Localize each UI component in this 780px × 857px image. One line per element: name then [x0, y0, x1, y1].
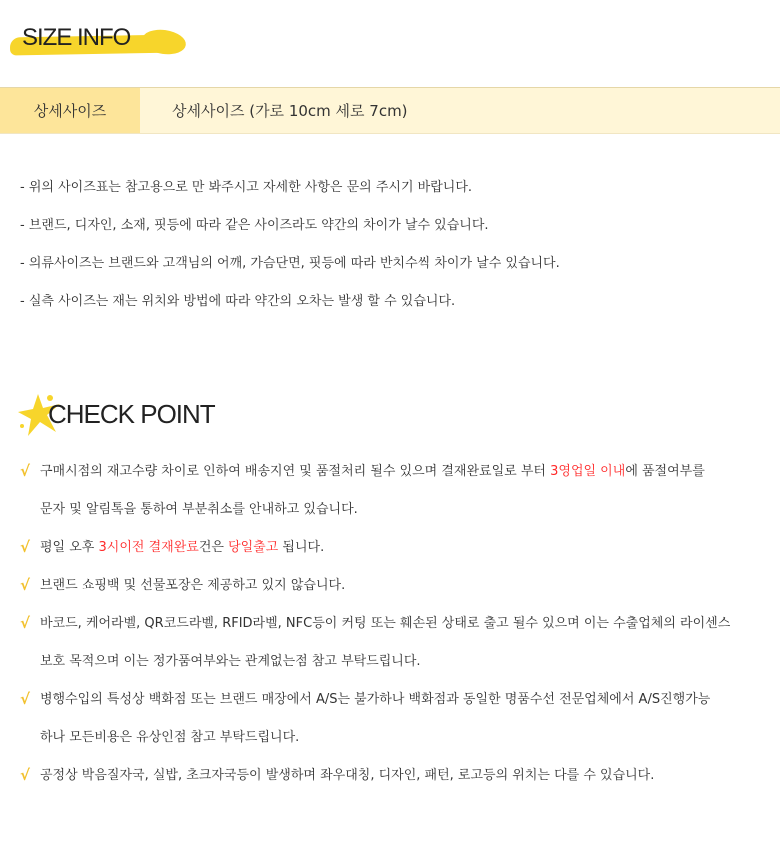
- check-item: [20, 688, 770, 764]
- size-table-header: 상세사이즈: [0, 88, 140, 133]
- size-info-title-text: SIZE INFO: [22, 24, 131, 51]
- size-table: [0, 87, 780, 134]
- size-info-title: [22, 24, 130, 58]
- note-item: - 브랜드, 디자인, 소재, 핏등에 따라 같은 사이즈라도 약간의 차이가 날수 있습니다.: [20, 218, 489, 233]
- check-item: [20, 612, 770, 688]
- note-item: - 실측 사이즈는 재는 위치와 방법에 따라 약간의 오차는 발생 할 수 있습니다.: [20, 294, 456, 309]
- check-item-line: 브랜드 쇼핑백 및 선물포장은 제공하고 있지 않습니다.: [40, 578, 346, 593]
- size-table-value: 상세사이즈 (가로 10cm 세로 7cm): [172, 102, 408, 120]
- check-text: 에 품절여부를: [625, 464, 705, 479]
- check-item-line: [40, 536, 770, 574]
- checkmark-icon: √: [20, 690, 31, 708]
- check-text: 건은: [198, 540, 229, 555]
- check-item-line: [40, 460, 770, 498]
- check-point-title-text: CHECK POINT: [48, 399, 215, 429]
- size-notes: [20, 176, 560, 328]
- check-item-line: 공정상 박음질자국, 실밥, 초크자국등이 발생하며 좌우대칭, 디자인, 패턴, 로고등의 위치는 다를 수 있습니다.: [40, 768, 655, 783]
- checkmark-icon: √: [20, 614, 31, 632]
- check-point-title: [16, 392, 215, 442]
- check-item-line: 하나 모든비용은 유상인점 참고 부탁드립니다.: [40, 730, 300, 745]
- check-item: [20, 764, 770, 802]
- checkmark-icon: √: [20, 538, 31, 556]
- note-item: - 의류사이즈는 브랜드와 고객님의 어깨, 가슴단면, 핏등에 따라 반치수씩 차이가 날수 있습니다.: [20, 256, 560, 271]
- check-highlight-text: 3영업일 이내: [550, 464, 626, 479]
- check-highlight-text: 당일출고: [228, 540, 279, 555]
- check-highlight-text: 3시이전 결재완료: [98, 540, 199, 555]
- checkmark-icon: √: [20, 462, 31, 480]
- check-text: 구매시점의 재고수량 차이로 인하여 배송지연 및 품절처리 될수 있으며 결재완료일로 부터: [40, 464, 551, 479]
- check-item: [20, 460, 770, 536]
- check-item-line: 병행수입의 특성상 백화점 또는 브랜드 매장에서 A/S는 불가하나 백화점과 동일한 명품수선 전문업체에서 A/S진행가능: [40, 692, 711, 707]
- check-item-line: 바코드, 케어라벨, QR코드라벨, RFID라벨, NFC등이 커팅 또는 훼손된 상태로 출고 될수 있으며 이는 수출업체의 라이센스: [40, 616, 731, 631]
- check-item-line: 보호 목적으며 이는 정가품여부와는 관계없는점 참고 부탁드립니다.: [40, 654, 421, 669]
- checkmark-icon: √: [20, 576, 31, 594]
- check-text: 평일 오후: [40, 540, 99, 555]
- note-item: - 위의 사이즈표는 참고용으로 만 봐주시고 자세한 사항은 문의 주시기 바랍니다.: [20, 180, 473, 195]
- check-item: [20, 574, 770, 612]
- check-point-list: [20, 460, 770, 802]
- check-item: [20, 536, 770, 574]
- check-item-line: 문자 및 알림톡을 통하여 부분취소를 안내하고 있습니다.: [40, 502, 358, 517]
- check-text: 됩니다.: [278, 540, 325, 555]
- checkmark-icon: √: [20, 766, 31, 784]
